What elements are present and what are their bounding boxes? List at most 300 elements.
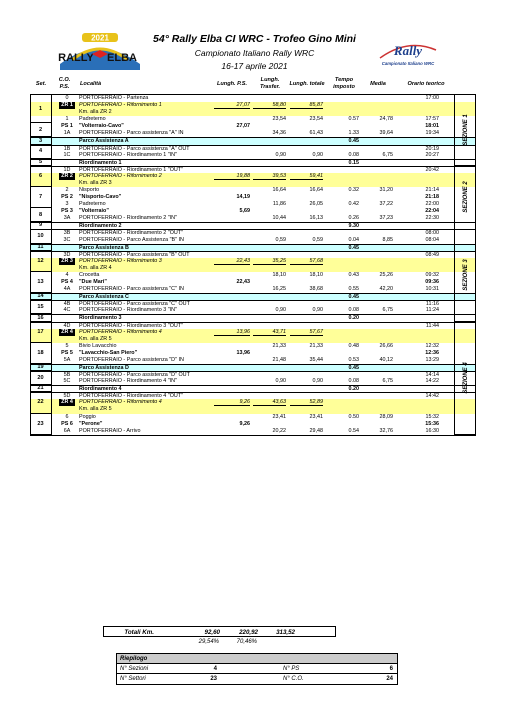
stage-length-cell	[214, 265, 250, 272]
summary-row	[117, 664, 397, 674]
section-cell	[454, 322, 476, 435]
scheduled-time-cell	[399, 406, 439, 413]
scheduled-time-cell: 20:27	[425, 151, 439, 158]
time-allowed-cell: 0.26	[348, 215, 359, 222]
control-point-cell	[59, 406, 75, 413]
time-allowed-cell: 0.20	[348, 386, 359, 393]
time-allowed-cell: 0.45	[348, 294, 359, 301]
transfer-length-cell: 34,36	[272, 130, 286, 137]
section-cell	[454, 95, 476, 166]
average-speed-cell: 37,23	[379, 215, 393, 222]
scheduled-time-cell: 11:24	[425, 307, 439, 314]
location-cell: Riordinamento 3	[79, 315, 122, 322]
time-allowed-cell: 0.50	[348, 413, 359, 420]
timetable-row	[31, 130, 475, 137]
location-cell: PORTOFERRAIO - Rifornimento 4	[79, 399, 162, 406]
time-allowed-cell	[327, 421, 359, 428]
transfer-length-cell: 16,64	[272, 187, 286, 194]
stage-length-cell: 9,26	[239, 420, 250, 427]
transfer-length-cell: 35,25	[253, 258, 286, 265]
timetable-row	[31, 286, 475, 293]
total-length-cell: 57,67	[290, 329, 323, 336]
control-point-cell: 5A	[63, 356, 71, 363]
location-cell: Km. alla ZR 5	[79, 335, 112, 342]
control-point-cell	[59, 336, 75, 343]
logo-caption: Campionato Italiano WRC	[381, 61, 435, 66]
total-length-cell: 35,44	[309, 356, 323, 363]
location-cell: Km. alla ZR 3	[79, 179, 112, 186]
control-point-cell: PS 1	[61, 123, 73, 130]
scheduled-time-cell: 19:34	[425, 130, 439, 137]
location-cell: Riordinamento 4	[79, 386, 122, 393]
stage-length-cell	[214, 130, 250, 137]
average-speed-cell	[361, 350, 393, 357]
scheduled-time-cell: 12:36	[425, 349, 439, 356]
stage-length-cell: 5,69	[239, 208, 250, 215]
sector-cell: 3	[30, 137, 52, 144]
control-point-cell: 6A	[63, 427, 71, 434]
scheduled-time-cell: 09:36	[425, 279, 439, 286]
col-header-sett: Set.	[35, 81, 47, 87]
average-speed-cell	[361, 180, 393, 187]
location-cell: "Volterraio-Cavo"	[79, 123, 124, 130]
scheduled-time-cell	[399, 258, 439, 265]
time-allowed-cell: 0.57	[348, 116, 359, 123]
sector-cell: 6	[30, 166, 52, 187]
time-allowed-cell: 0.45	[348, 244, 359, 251]
control-point-cell: PS 6	[61, 420, 73, 427]
total-length-cell: 0,59	[312, 236, 323, 243]
location-cell: Crocetta	[79, 271, 100, 278]
time-allowed-cell: 0.53	[348, 356, 359, 363]
average-speed-cell	[361, 109, 393, 116]
transfer-length-cell: 11,86	[272, 201, 286, 208]
total-length-cell: 16,13	[309, 215, 323, 222]
average-speed-cell	[361, 336, 393, 343]
scheduled-time-cell: 20:42	[425, 166, 439, 173]
location-cell: Parco Assistenza C	[79, 294, 129, 301]
average-speed-cell	[361, 421, 393, 428]
sector-cell: 19	[30, 364, 52, 371]
control-point-cell: 3A	[63, 215, 71, 222]
average-speed-cell: 39,64	[379, 130, 393, 137]
average-speed-cell: 8,85	[382, 236, 393, 243]
timetable-row	[31, 95, 475, 102]
timetable-row	[31, 116, 475, 123]
timetable-row	[31, 123, 475, 130]
average-speed-cell: 28,09	[379, 413, 393, 420]
summary-settori-value: 23	[210, 676, 217, 682]
timetable-row	[31, 208, 475, 215]
average-speed-cell	[361, 123, 393, 130]
time-allowed-cell	[327, 350, 359, 357]
time-allowed-cell: 0.42	[348, 201, 359, 208]
timetable-row	[31, 406, 475, 413]
total-length-cell: 61,43	[309, 130, 323, 137]
time-allowed-cell: 0.15	[348, 159, 359, 166]
total-length-cell	[290, 421, 323, 428]
location-cell: PORTOFERRAIO - Partenza	[79, 95, 149, 101]
stage-length-cell	[214, 95, 250, 102]
average-speed-cell	[361, 258, 393, 265]
total-length-cell: 18,10	[309, 271, 323, 278]
time-allowed-cell	[327, 123, 359, 130]
transfer-length-cell: 0,90	[275, 378, 286, 385]
transfer-length-cell	[253, 265, 286, 272]
average-speed-cell	[361, 399, 393, 406]
location-cell: PORTOFERRAIO - Rifornimento 3	[79, 257, 162, 264]
timetable-row	[31, 102, 475, 109]
total-length-cell	[290, 123, 323, 130]
control-point-cell: 0	[65, 95, 69, 101]
summary-ps-value: 6	[389, 666, 393, 672]
control-point-cell: 5D	[63, 393, 71, 400]
timetable-row	[31, 314, 475, 321]
timetable-row	[31, 414, 475, 421]
stage-length-cell	[214, 201, 250, 208]
totals-row	[103, 626, 336, 637]
time-allowed-cell: 0.45	[348, 138, 359, 145]
scheduled-time-cell: 14:42	[425, 393, 439, 400]
section-label: SEZIONE 1	[462, 114, 469, 146]
timetable-row	[31, 399, 475, 406]
total-length-cell: 38,68	[309, 286, 323, 293]
sector-cell: 21	[30, 385, 52, 392]
location-cell: PORTOFERRAIO - Riordinamento 1 "OUT"	[79, 166, 183, 173]
transfer-length-cell	[253, 109, 286, 116]
stage-length-cell: 19,88	[214, 173, 250, 180]
average-speed-cell: 6,75	[382, 307, 393, 314]
time-allowed-cell: 0.45	[348, 364, 359, 371]
transfer-length-cell: 18,10	[272, 271, 286, 278]
location-cell: PORTOFERRAIO - Parco assistenza "C" IN	[79, 286, 184, 293]
average-speed-cell	[361, 406, 393, 413]
summary-settori-label: N° Settori	[120, 676, 146, 682]
control-point-cell: 4D	[63, 322, 71, 329]
timetable-row	[31, 258, 475, 265]
location-cell: Parco Assistenza D	[79, 364, 129, 371]
average-speed-cell: 40,12	[379, 356, 393, 363]
sector-cell: 1	[30, 95, 52, 123]
location-cell: Km. alla ZR 4	[79, 264, 112, 271]
total-length-cell: 59,41	[290, 173, 323, 180]
time-allowed-cell: 0.08	[348, 151, 359, 158]
timetable-row	[31, 322, 475, 329]
timetable-row	[31, 265, 475, 272]
control-point-cell: ZR 3	[59, 258, 75, 265]
location-cell: PORTOFERRAIO - Parco assistenza "A" IN	[79, 130, 184, 137]
control-point-cell: 5	[65, 342, 69, 349]
stage-length-cell	[214, 428, 250, 435]
location-cell: PORTOFERRAIO - Parco assistenza "D" IN	[79, 356, 184, 363]
col-header-co: C.O. P.S.	[58, 77, 71, 90]
total-length-cell: 23,41	[309, 413, 323, 420]
transfer-length-cell	[253, 406, 286, 413]
scheduled-time-cell: 17:57	[425, 116, 439, 123]
transfer-length-cell: 43,63	[253, 399, 286, 406]
average-speed-cell	[361, 279, 393, 286]
summary-sezioni-label: N° Sezioni	[120, 666, 149, 672]
summary-box	[116, 653, 398, 685]
stage-length-cell	[214, 414, 250, 421]
sector-cell: 11	[30, 244, 52, 251]
total-length-cell	[290, 109, 323, 116]
time-allowed-cell: 0.48	[348, 342, 359, 349]
summary-co-label: N° C.O.	[283, 676, 304, 682]
scheduled-time-cell: 22:00	[425, 201, 439, 208]
timetable-row	[31, 378, 475, 385]
total-length-cell	[290, 336, 323, 343]
sector-cell: 7	[30, 187, 52, 208]
transfer-length-cell: 0,59	[275, 236, 286, 243]
scheduled-time-cell	[399, 102, 439, 109]
col-header-lungh-trasf: Lungh. Trasfer.	[259, 77, 281, 90]
time-allowed-cell: 0.08	[348, 307, 359, 314]
summary-row	[117, 674, 397, 684]
total-length-cell: 0,90	[312, 307, 323, 314]
transfer-length-cell	[253, 208, 286, 215]
scheduled-time-cell	[399, 329, 439, 336]
stage-length-cell: 9,26	[214, 399, 250, 406]
time-allowed-cell	[327, 399, 359, 406]
sector-cell: 20	[30, 371, 52, 385]
sector-cell: 8	[30, 208, 52, 222]
location-cell: "Due Mari"	[79, 279, 107, 286]
time-allowed-cell	[327, 279, 359, 286]
stage-length-cell	[214, 357, 250, 364]
transfer-length-cell: 39,53	[253, 173, 286, 180]
average-speed-cell: 32,76	[379, 427, 393, 434]
scheduled-time-cell	[399, 173, 439, 180]
time-allowed-cell	[327, 406, 359, 413]
time-allowed-cell: 9.30	[348, 223, 359, 230]
control-point-cell: 1D	[63, 166, 71, 173]
time-allowed-cell	[327, 180, 359, 187]
stage-length-cell: 27,07	[236, 123, 250, 130]
sector-cell: 5	[30, 159, 52, 166]
total-length-cell: 26,05	[309, 201, 323, 208]
transfer-length-cell: 23,54	[272, 116, 286, 123]
timetable-row	[31, 194, 475, 201]
control-point-cell: 6	[65, 413, 69, 420]
transfer-length-cell: 16,25	[272, 286, 286, 293]
transfer-length-cell	[253, 123, 286, 130]
logo-word-rally: RALLY	[58, 52, 94, 64]
transfer-length-cell	[253, 336, 286, 343]
scheduled-time-cell: 21:18	[425, 194, 439, 201]
scheduled-time-cell: 10:31	[425, 286, 439, 293]
location-cell: Poggio	[79, 413, 96, 420]
sector-cell: 4	[30, 145, 52, 159]
pct-trasf: 70,46%	[236, 639, 257, 645]
location-cell: PORTOFERRAIO - Riordinamento 2 "IN"	[79, 215, 177, 222]
section-label: SEZIONE 2	[462, 181, 469, 213]
summary-title: Riepilogo	[117, 654, 397, 664]
stage-length-cell	[214, 336, 250, 343]
transfer-length-cell: 23,41	[272, 413, 286, 420]
stage-length-cell	[214, 215, 250, 222]
timetable-row	[31, 137, 475, 144]
total-length-cell: 29,48	[309, 427, 323, 434]
timetable-row	[31, 173, 475, 180]
totals-ps: 92,60	[204, 629, 220, 636]
timetable	[30, 94, 476, 436]
timetable-row	[31, 392, 475, 399]
average-speed-cell: 6,75	[382, 378, 393, 385]
timetable-row	[31, 229, 475, 236]
total-length-cell	[290, 180, 323, 187]
timetable-row	[31, 272, 475, 279]
transfer-length-cell: 58,80	[253, 102, 286, 109]
page-subtitle: Campionato Italiano Rally WRC	[194, 48, 315, 58]
scheduled-time-cell: 14:22	[425, 378, 439, 385]
total-length-cell: 0,90	[312, 378, 323, 385]
stage-length-cell: 13,96	[214, 329, 250, 336]
control-point-cell: 3B	[63, 230, 71, 237]
total-length-cell	[290, 95, 323, 102]
col-header-localita: Località	[80, 81, 102, 87]
stage-length-cell: 13,96	[236, 349, 250, 356]
totals-trasf: 220,92	[239, 629, 258, 636]
average-speed-cell: 24,78	[379, 116, 393, 123]
location-cell: Parco Assistenza B	[79, 244, 129, 251]
location-cell: Padreterno	[79, 201, 106, 208]
control-point-cell: PS 3	[61, 208, 73, 215]
transfer-length-cell: 0,90	[275, 307, 286, 314]
scheduled-time-cell: 15:36	[425, 420, 439, 427]
timetable-row	[31, 237, 475, 244]
location-cell: Padreterno	[79, 116, 106, 123]
control-point-cell: PS 5	[61, 349, 73, 356]
time-allowed-cell: 0.55	[348, 286, 359, 293]
control-point-cell: 1C	[63, 151, 71, 158]
stage-length-cell	[214, 286, 250, 293]
timetable-row	[31, 371, 475, 378]
control-point-cell: 3D	[63, 251, 71, 258]
scheduled-time-cell: 08:04	[425, 236, 439, 243]
location-cell: "Nisporto-Cavo"	[79, 194, 122, 201]
location-cell: "Perone"	[79, 420, 103, 427]
timetable-row	[31, 421, 475, 428]
timetable-row	[31, 385, 475, 392]
control-point-cell: 4	[65, 271, 69, 278]
average-speed-cell	[361, 208, 393, 215]
totals-label: Totali Km.	[124, 629, 154, 636]
time-allowed-cell	[327, 258, 359, 265]
scheduled-time-cell: 08:00	[425, 230, 439, 237]
location-cell: PORTOFERRAIO - Arrivo	[79, 427, 141, 434]
stage-length-cell	[214, 406, 250, 413]
location-cell: PORTOFERRAIO - Rifornimento 4	[79, 328, 162, 335]
summary-sezioni-value: 4	[213, 666, 217, 672]
location-cell: Riordinamento 1	[79, 159, 122, 166]
timetable-row	[31, 251, 475, 258]
location-cell: PORTOFERRAIO - Parco assistenza "A" OUT	[79, 145, 190, 152]
time-allowed-cell: 0.04	[348, 236, 359, 243]
timetable-row	[31, 159, 475, 166]
average-speed-cell: 31,20	[379, 187, 393, 194]
time-allowed-cell	[327, 336, 359, 343]
total-length-cell	[290, 279, 323, 286]
time-allowed-cell	[327, 194, 359, 201]
scheduled-time-cell: 21:14	[425, 187, 439, 194]
timetable-row	[31, 109, 475, 116]
scheduled-time-cell: 18:01	[425, 123, 439, 130]
stage-length-cell	[214, 187, 250, 194]
location-cell: PORTOFERRAIO - Parco assistenza "B" OUT	[79, 251, 190, 258]
scheduled-time-cell: 17:00	[425, 95, 439, 101]
control-point-cell: 4C	[63, 307, 71, 314]
control-point-cell: ZR 4	[59, 329, 75, 336]
control-point-cell: 1B	[63, 145, 71, 152]
stage-length-cell	[214, 180, 250, 187]
location-cell: PORTOFERRAIO - Riordinamento 2 "OUT"	[79, 230, 183, 237]
location-cell: PORTOFERRAIO - Rifornimento 1	[79, 102, 162, 109]
event-dates: 16-17 aprile 2021	[221, 61, 288, 71]
stage-length-cell: 14,19	[236, 194, 250, 201]
average-speed-cell: 6,75	[382, 151, 393, 158]
timetable-row	[31, 180, 475, 187]
timetable-row	[31, 166, 475, 173]
timetable-row	[31, 428, 475, 435]
scheduled-time-cell: 14:14	[425, 372, 439, 379]
timetable-row	[31, 343, 475, 350]
transfer-length-cell	[253, 279, 286, 286]
location-cell: PORTOFERRAIO - Parco assistenza "D" OUT	[79, 372, 190, 379]
stage-length-cell: 22,43	[214, 258, 250, 265]
sector-cell: 22	[30, 392, 52, 413]
scheduled-time-cell	[399, 180, 439, 187]
timetable-row	[31, 215, 475, 222]
location-cell: PORTOFERRAIO - Parco Assistenza "B" IN	[79, 236, 184, 243]
scheduled-time-cell: 11:16	[425, 301, 439, 308]
logo-word-elba: ELBA	[107, 52, 137, 64]
average-speed-cell: 42,20	[379, 286, 393, 293]
average-speed-cell	[361, 265, 393, 272]
average-speed-cell	[361, 329, 393, 336]
timetable-row	[31, 350, 475, 357]
scheduled-time-cell	[399, 336, 439, 343]
time-allowed-cell: 0.32	[348, 187, 359, 194]
control-point-cell: 4A	[63, 286, 71, 293]
location-cell: PORTOFERRAIO - Riordinamento 3 "OUT"	[79, 322, 183, 329]
total-length-cell: 85,87	[290, 102, 323, 109]
scheduled-time-cell	[399, 399, 439, 406]
total-length-cell: 23,54	[309, 116, 323, 123]
timetable-row	[31, 293, 475, 300]
stage-length-cell	[214, 116, 250, 123]
sector-cell: 9	[30, 222, 52, 229]
scheduled-time-cell: 11:44	[425, 322, 439, 329]
location-cell: PORTOFERRAIO - Rifornimento 2	[79, 172, 162, 179]
time-allowed-cell	[327, 95, 359, 102]
total-length-cell: 16,64	[309, 187, 323, 194]
scheduled-time-cell: 08:49	[425, 251, 439, 258]
location-cell: "Volterraio"	[79, 208, 109, 215]
average-speed-cell: 37,22	[379, 201, 393, 208]
time-allowed-cell	[327, 109, 359, 116]
total-length-cell: 21,33	[309, 342, 323, 349]
average-speed-cell	[361, 194, 393, 201]
time-allowed-cell	[327, 102, 359, 109]
summary-co-value: 24	[386, 676, 393, 682]
stage-length-cell	[214, 152, 250, 159]
average-speed-cell: 25,26	[379, 271, 393, 278]
control-point-cell: PS 4	[61, 279, 73, 286]
total-length-cell	[290, 208, 323, 215]
page-title: 54° Rally Elba CI WRC - Trofeo Gino Mini	[153, 33, 356, 45]
timetable-row	[31, 201, 475, 208]
